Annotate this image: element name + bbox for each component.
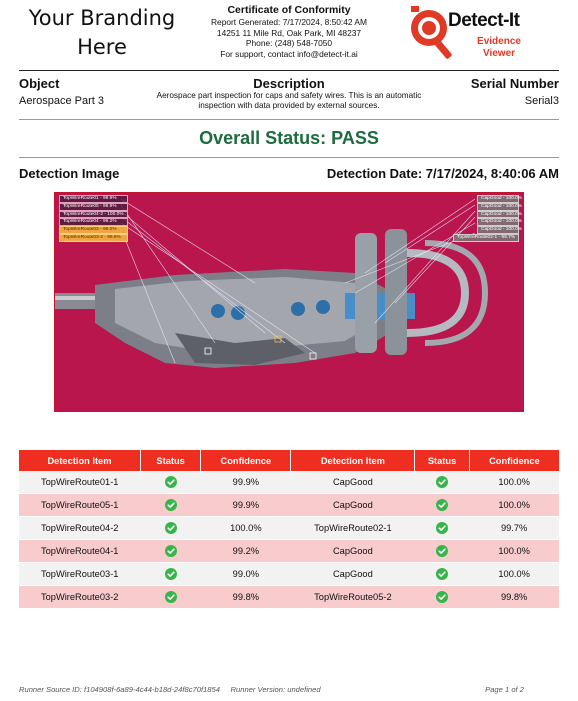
object-value: Aerospace Part 3 xyxy=(19,95,104,107)
image-label: CapGood - 100.0% xyxy=(477,226,519,234)
branding-line-2: Here xyxy=(77,35,127,59)
column-header: Detection Item xyxy=(19,450,140,471)
detection-item: CapGood xyxy=(291,471,415,494)
description-label: Description xyxy=(253,76,325,91)
check-icon xyxy=(436,476,448,488)
runner-version: Runner Version: undefined xyxy=(230,685,321,694)
confidence: 99.9% xyxy=(201,471,291,494)
image-labels-left xyxy=(59,195,128,242)
check-icon xyxy=(165,499,177,511)
support-contact: For support, contact info@detect-it.ai xyxy=(220,48,358,59)
confidence: 99.7% xyxy=(469,517,559,540)
detection-item: CapGood xyxy=(291,494,415,517)
detection-image-label: Detection Image xyxy=(19,166,120,181)
image-label: TopWireRoute03-2 - 99.8% xyxy=(59,234,128,242)
status-cell xyxy=(140,517,200,540)
company-address: 14251 11 Mile Rd, Oak Park, MI 48237 xyxy=(216,27,362,38)
logo-subtitle xyxy=(470,36,528,60)
detection-image[interactable] xyxy=(54,192,524,412)
check-icon xyxy=(165,545,177,557)
detection-item: TopWireRoute05-1 xyxy=(19,494,140,517)
table-row xyxy=(19,586,559,609)
table-row xyxy=(19,494,559,517)
branding-placeholder xyxy=(22,4,182,62)
check-icon xyxy=(165,476,177,488)
detection-item: TopWireRoute04-1 xyxy=(19,540,140,563)
table-header-row xyxy=(19,450,559,471)
table-row xyxy=(19,471,559,494)
status-cell xyxy=(415,540,469,563)
logo-sub-1: Evidence xyxy=(477,36,521,47)
confidence: 100.0% xyxy=(469,540,559,563)
description-value xyxy=(120,91,458,111)
table-body xyxy=(19,471,559,609)
detect-it-logo xyxy=(402,2,562,66)
image-label: TopWireRoute03 - 99.0% xyxy=(59,226,128,234)
detection-item: TopWireRoute05-2 xyxy=(291,586,415,609)
branding-line-1: Your Branding xyxy=(28,6,176,30)
confidence: 99.0% xyxy=(201,563,291,586)
object-label: Object xyxy=(19,76,60,91)
status-cell xyxy=(140,471,200,494)
status-divider xyxy=(19,157,559,158)
runner-source-id: Runner Source ID: f104908f-6a89-4c44-b18d-24f8c70f1854 xyxy=(19,685,220,694)
certificate-block xyxy=(190,4,388,59)
detection-item: TopWireRoute03-1 xyxy=(19,563,140,586)
check-icon xyxy=(436,499,448,511)
check-icon xyxy=(165,568,177,580)
confidence: 100.0% xyxy=(469,494,559,517)
status-cell xyxy=(140,563,200,586)
detection-item: TopWireRoute02-1 xyxy=(291,517,415,540)
status-cell xyxy=(140,540,200,563)
logo-sub-2: Viewer xyxy=(482,48,516,59)
check-icon xyxy=(436,568,448,580)
detection-item: CapGood xyxy=(291,540,415,563)
image-label: CapGood - 100.0% xyxy=(477,211,519,219)
image-label: TopWireRoute02-1 - 99.7% xyxy=(453,234,519,242)
image-label: CapGood - 100.0% xyxy=(477,218,519,226)
status-cell xyxy=(140,586,200,609)
description-line-2: inspection with data provided by external sources. xyxy=(198,101,380,110)
image-label: TopWireRoute05 - 99.9% xyxy=(59,203,128,211)
header-divider xyxy=(19,70,559,71)
check-icon xyxy=(165,591,177,603)
image-label: TopWireRoute01 - 99.9% xyxy=(59,195,128,203)
column-header: Status xyxy=(140,450,200,471)
image-labels-right xyxy=(453,195,523,242)
table-row xyxy=(19,517,559,540)
table-row xyxy=(19,540,559,563)
column-header: Status xyxy=(415,450,469,471)
check-icon xyxy=(165,522,177,534)
check-icon xyxy=(436,545,448,557)
check-icon xyxy=(436,591,448,603)
column-header: Confidence xyxy=(201,450,291,471)
serial-label: Serial Number xyxy=(470,76,559,91)
status-cell xyxy=(140,494,200,517)
image-label: TopWireRoute04 - 99.2% xyxy=(59,218,128,226)
status-cell xyxy=(415,586,469,609)
page-number: Page 1 of 2 xyxy=(485,685,524,694)
status-cell xyxy=(415,517,469,540)
confidence: 100.0% xyxy=(469,471,559,494)
table-row xyxy=(19,563,559,586)
company-phone: Phone: (248) 548-7050 xyxy=(245,38,333,49)
status-cell xyxy=(415,471,469,494)
image-label: CapGood - 100.0% xyxy=(477,203,519,211)
confidence: 100.0% xyxy=(469,563,559,586)
confidence: 99.2% xyxy=(201,540,291,563)
info-divider xyxy=(19,119,559,120)
check-icon xyxy=(436,522,448,534)
report-generated: Report Generated: 7/17/2024, 8:50:42 AM xyxy=(211,17,367,27)
confidence: 100.0% xyxy=(201,517,291,540)
detection-results-table xyxy=(19,450,559,609)
detection-item: TopWireRoute03-2 xyxy=(19,586,140,609)
image-label: TopWireRoute04-2 - 100.0% xyxy=(59,211,128,219)
overall-status: Overall Status: PASS xyxy=(199,128,379,148)
detection-item: TopWireRoute01-1 xyxy=(19,471,140,494)
detection-item: CapGood xyxy=(291,563,415,586)
confidence: 99.8% xyxy=(201,586,291,609)
column-header: Confidence xyxy=(469,450,559,471)
image-label: CapGood - 100.0% xyxy=(477,195,519,203)
detection-item: TopWireRoute04-2 xyxy=(19,517,140,540)
status-cell xyxy=(415,494,469,517)
serial-value: Serial3 xyxy=(524,95,559,107)
certificate-title: Certificate of Conformity xyxy=(227,4,351,16)
description-line-1: Aerospace part inspection for caps and safety wires. This is an automatic xyxy=(156,91,422,100)
column-header: Detection Item xyxy=(291,450,415,471)
confidence: 99.8% xyxy=(469,586,559,609)
confidence: 99.9% xyxy=(201,494,291,517)
detection-date: Detection Date: 7/17/2024, 8:40:06 AM xyxy=(326,166,559,181)
footer-runner-info xyxy=(19,685,321,694)
logo-name: Detect-It xyxy=(448,10,520,31)
status-cell xyxy=(415,563,469,586)
